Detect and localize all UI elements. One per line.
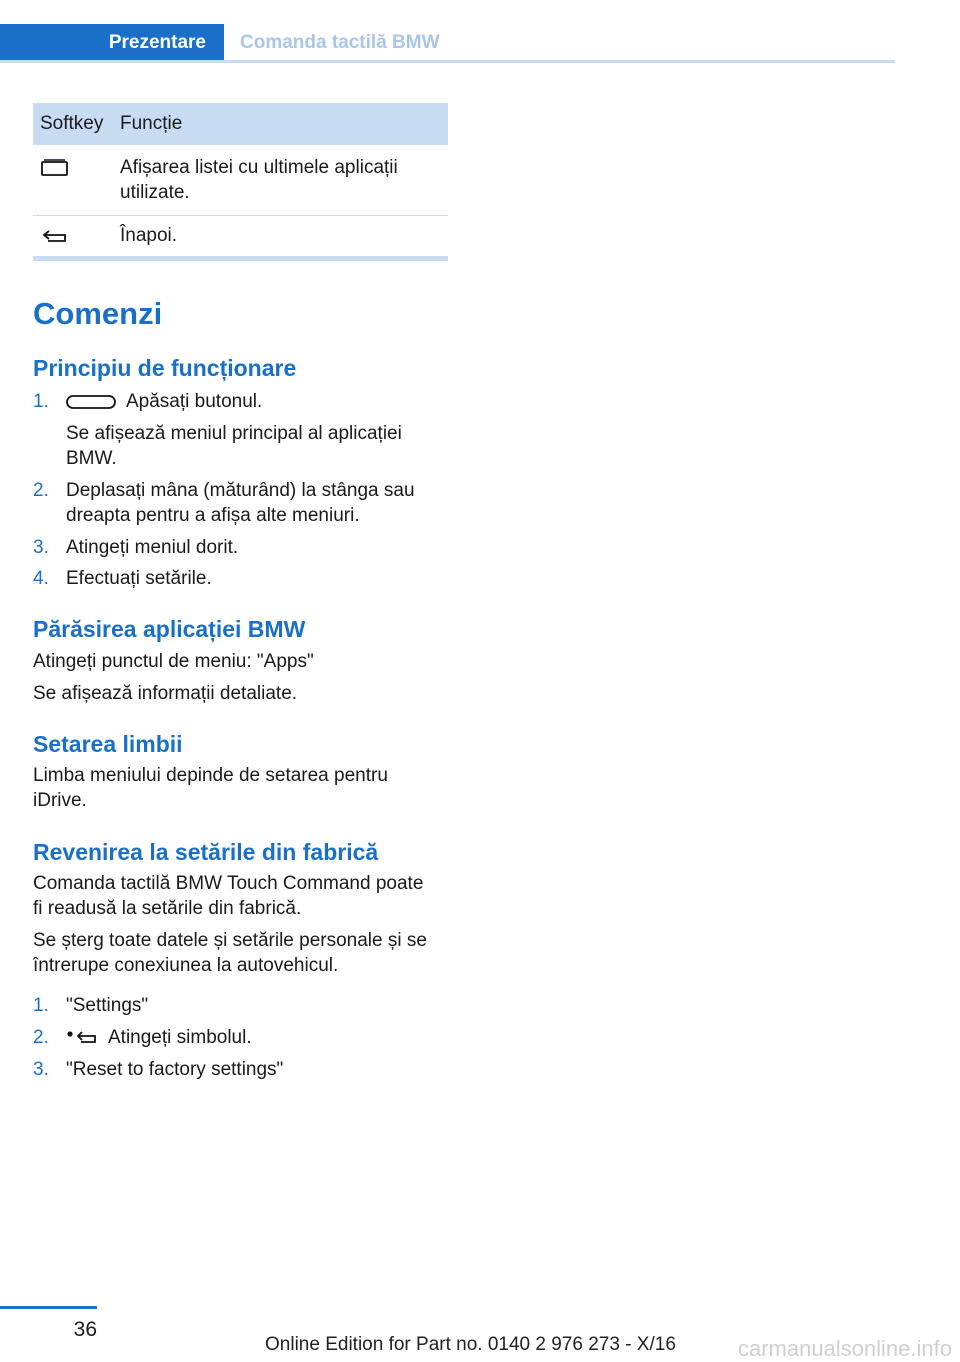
paragraph: Atingeți punctul de meniu: "Apps" [33, 651, 314, 672]
softkey-table [33, 103, 448, 261]
paragraph-line: Comanda tactilă BMW Touch Command poate [33, 873, 424, 894]
paragraph [33, 763, 453, 813]
paragraph-line: întrerupe conexiunea la autovehicul. [33, 955, 339, 976]
page-number-rule [0, 1306, 97, 1309]
list-number: 4. [33, 568, 49, 589]
list-number: 2. [33, 1027, 49, 1048]
row-text: Afișarea listei cu ultimele aplicații [120, 157, 398, 178]
step-text: Efectuați setările. [66, 568, 212, 589]
col-softkey-header: Softkey [40, 113, 104, 134]
page-number-block [0, 1306, 97, 1341]
step-text: Deplasați mâna (măturând) la stânga sau [66, 480, 415, 501]
paragraph: Se afișează informații detaliate. [33, 683, 298, 704]
menu-button-icon [66, 394, 116, 410]
principle-heading: Principiu de funcționare [33, 355, 297, 381]
table-row [33, 145, 448, 216]
recent-apps-icon [40, 159, 70, 179]
list-item [33, 1057, 453, 1082]
list-item [33, 1025, 453, 1054]
edition-footer: Online Edition for Part no. 0140 2 976 273 - X/16 [265, 1334, 676, 1355]
paragraph-line: fi readusă la setările din fabrică. [33, 898, 302, 919]
list-item [33, 389, 453, 417]
step-text: Atingeți meniul dorit. [66, 537, 239, 558]
tab-prezentare[interactable]: Prezentare [0, 24, 224, 61]
options-back-icon [66, 1029, 98, 1047]
table-bottom-border [33, 256, 448, 261]
list-item [33, 566, 453, 591]
back-arrow-icon [40, 227, 70, 247]
paragraph [33, 871, 453, 921]
header-divider [0, 60, 895, 63]
list-item [33, 993, 453, 1018]
paragraph-line: Se șterg toate datele și setările personale și se [33, 930, 427, 951]
tab-comanda-tactila[interactable]: Comanda tactilă BMW [240, 31, 440, 53]
list-number: 1. [33, 391, 49, 412]
paragraph-line: iDrive. [33, 790, 87, 811]
watermark: carmanualsonline.info [737, 1336, 952, 1361]
step-detail-line: Se afișează meniul principal al aplicației [66, 423, 402, 444]
paragraph-line: Limba meniului depinde de setarea pentru [33, 765, 388, 786]
list-number: 1. [33, 995, 49, 1016]
exit-heading: Părăsirea aplicației BMW [33, 616, 306, 642]
page-number: 36 [73, 1318, 97, 1341]
table-header [33, 103, 448, 145]
list-item [33, 535, 453, 560]
row-text: utilizate. [120, 182, 190, 203]
list-number: 3. [33, 537, 49, 558]
reset-heading: Revenirea la setările din fabrică [33, 839, 379, 865]
header-bar [0, 0, 895, 62]
list-item [33, 478, 453, 528]
list-number: 2. [33, 480, 49, 501]
step-detail-line: BMW. [66, 448, 117, 469]
step-text: Atingeți simbolul. [108, 1027, 252, 1048]
step-text: "Settings" [66, 995, 149, 1016]
col-function-header: Funcție [120, 113, 183, 134]
table-row [33, 216, 448, 256]
list-number: 3. [33, 1059, 49, 1080]
step-text: "Reset to factory settings" [66, 1059, 284, 1080]
language-heading: Setarea limbii [33, 731, 183, 757]
paragraph [33, 928, 453, 978]
section-title: Comenzi [33, 296, 163, 331]
row-text: Înapoi. [120, 225, 178, 246]
step-text: Apăsați butonul. [126, 391, 263, 412]
step-text: dreapta pentru a afișa alte meniuri. [66, 505, 360, 526]
step-detail [66, 421, 446, 471]
